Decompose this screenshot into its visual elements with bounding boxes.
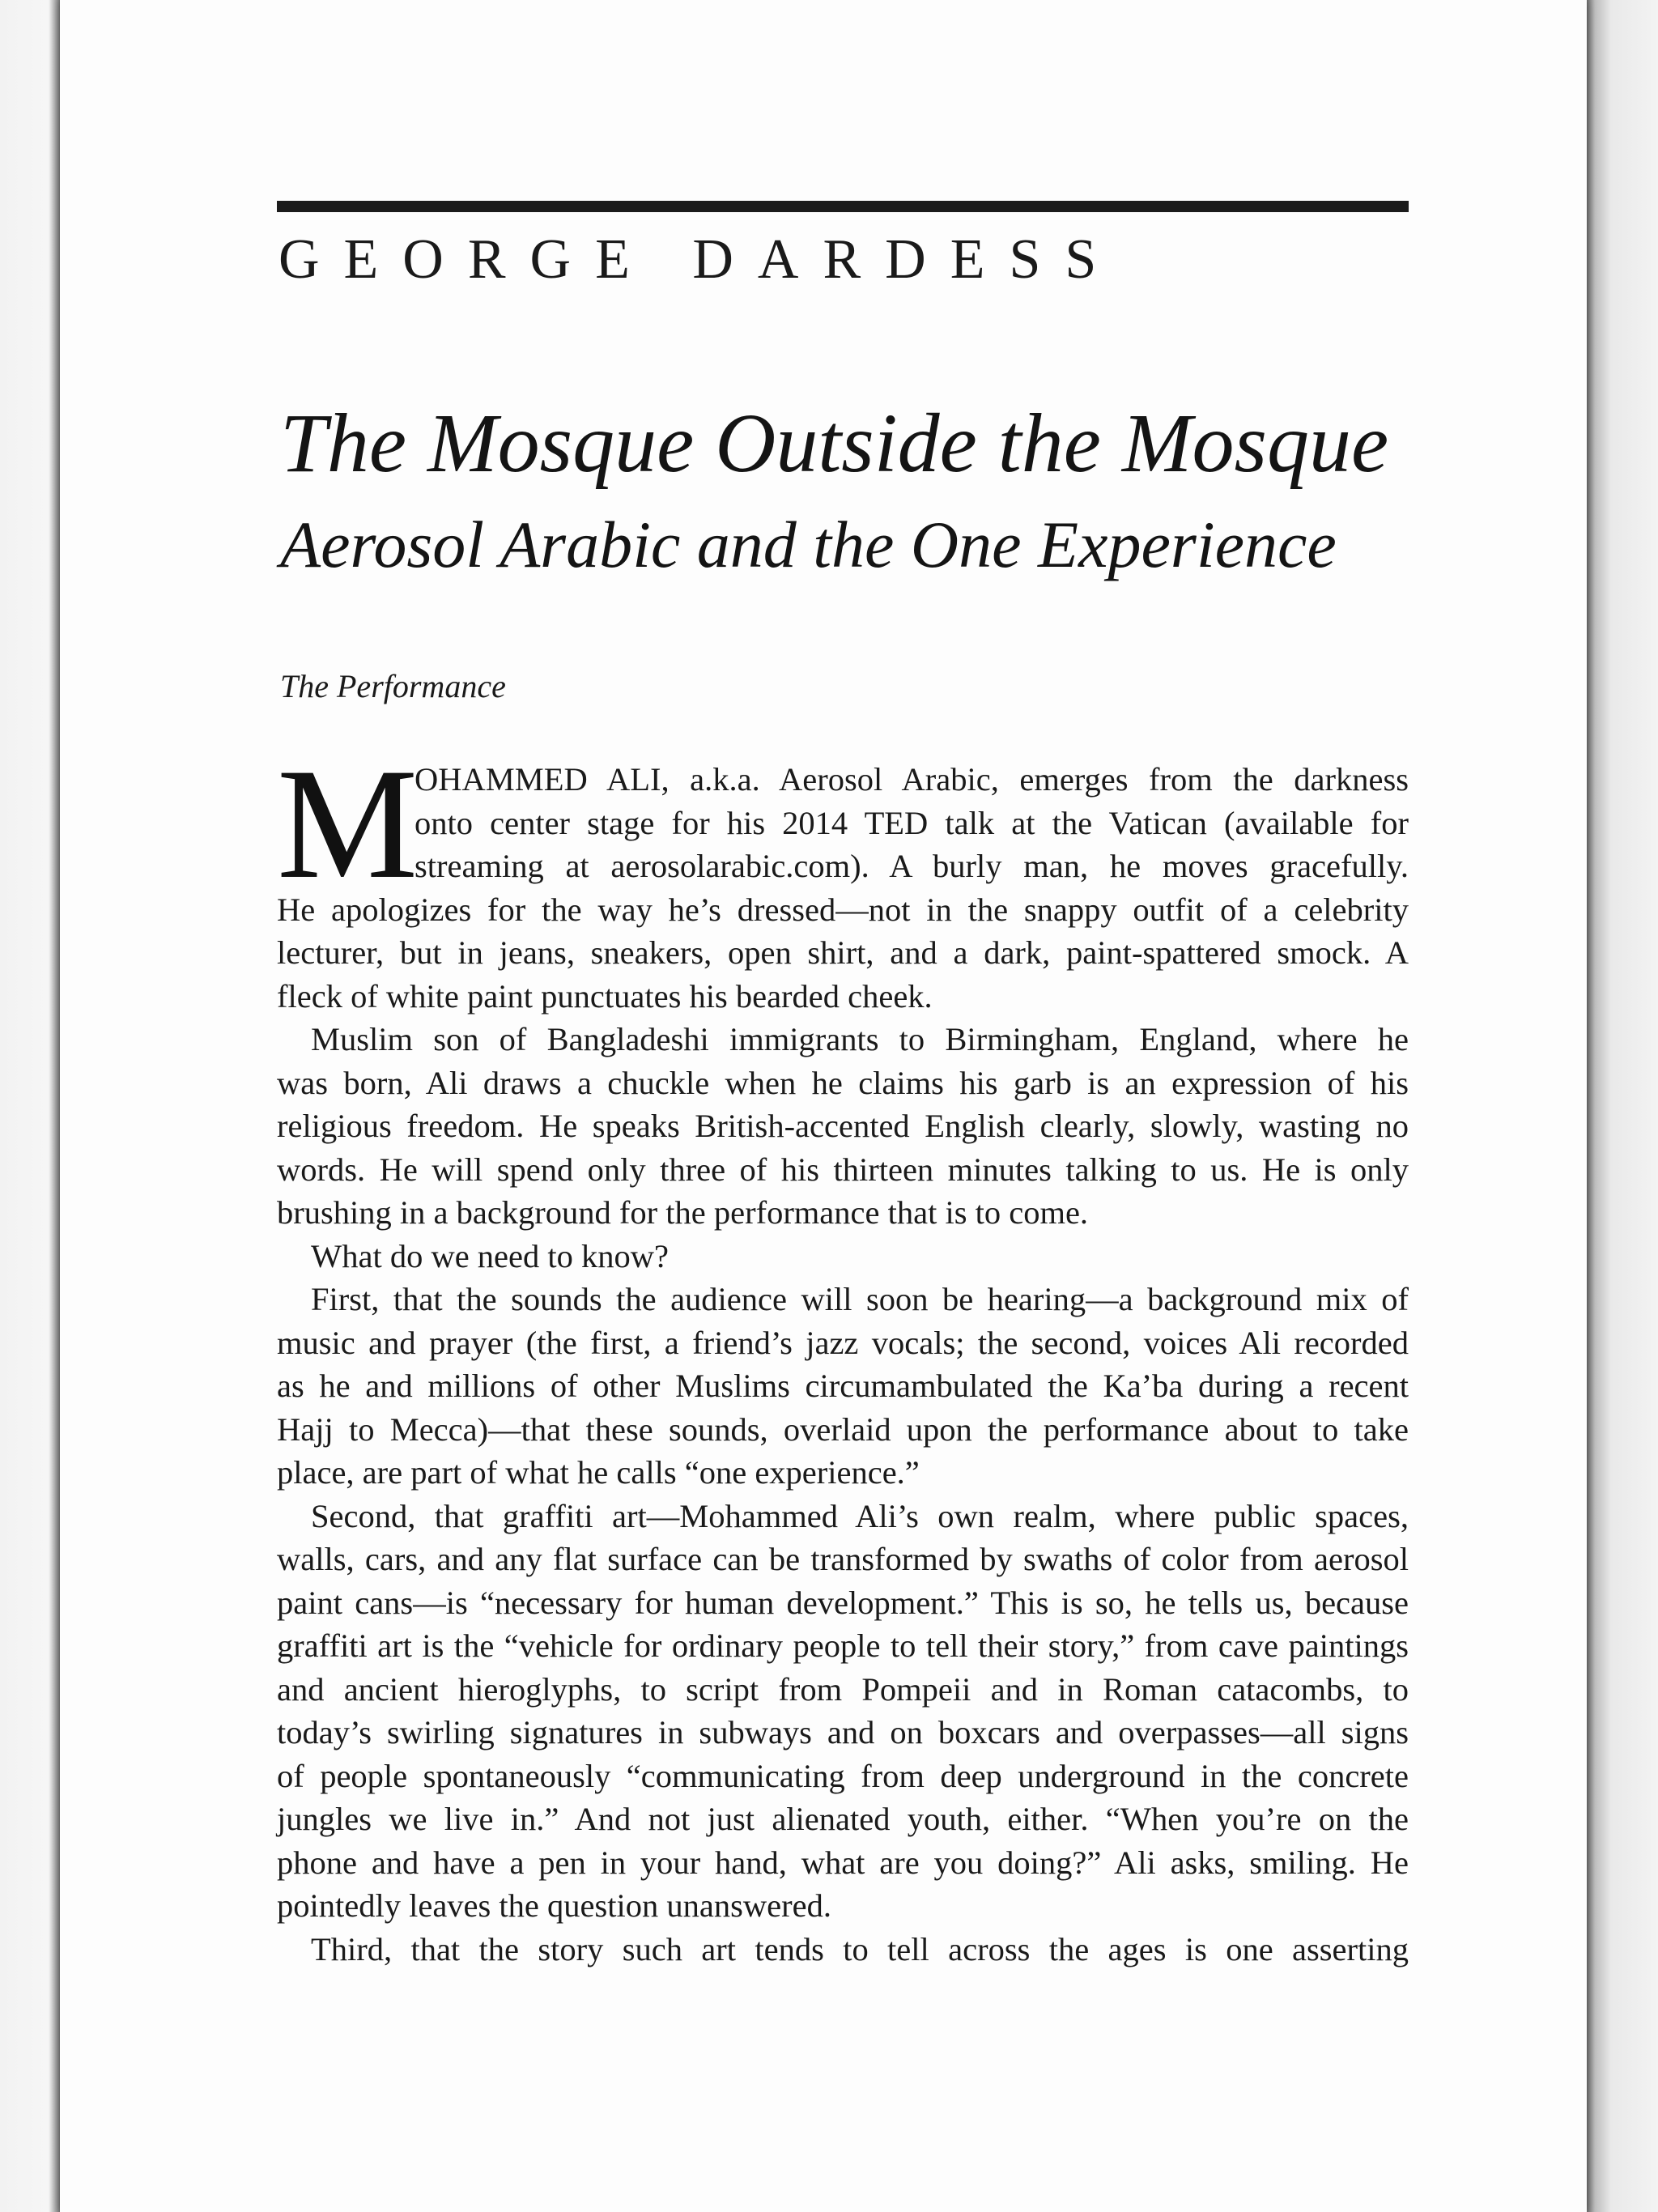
text-line: streaming at aerosolarabic.com). A burly man, he moves gracefully. bbox=[414, 848, 1409, 884]
text-line: Muslim son of Bangladeshi immigrants to Birmingham, England, where he bbox=[311, 1021, 1409, 1057]
text-line: He apologizes for the way he’s dressed—not in the snappy outfit of a celebrity bbox=[277, 891, 1409, 928]
text-line: First, that the sounds the audience will soon be hearing—a background mix of bbox=[311, 1281, 1409, 1317]
text-line: Third, that the story such art tends to tell across the ages is one asserting bbox=[311, 1930, 1409, 1967]
article-subtitle: Aerosol Arabic and the One Experience bbox=[280, 508, 1337, 581]
text-line: paint cans—is “necessary for human development.” This is so, he tells us, because bbox=[277, 1584, 1409, 1621]
text-line: as he and millions of other Muslims circumambulated the Ka’ba during a recent bbox=[277, 1368, 1409, 1404]
text-line: fleck of white paint punctuates his bearded cheek. bbox=[277, 977, 933, 1015]
text-line: words. He will spend only three of his thirteen minutes talking to us. He is only bbox=[277, 1151, 1409, 1188]
text-line: pointedly leaves the question unanswered. bbox=[277, 1887, 831, 1924]
section-heading: The Performance bbox=[280, 668, 506, 704]
text-line: Hajj to Mecca)—that these sounds, overlaid upon the performance about to take bbox=[277, 1410, 1409, 1448]
text-line: brushing in a background for the performance that is to come. bbox=[277, 1194, 1089, 1231]
body-text bbox=[277, 736, 1409, 1971]
text-line: onto center stage for his 2014 TED talk at the Vatican (available for bbox=[414, 804, 1409, 841]
article-title: The Mosque Outside the Mosque bbox=[280, 397, 1389, 490]
text-line: music and prayer (the first, a friend’s jazz vocals; the second, voices Ali recorded bbox=[277, 1324, 1409, 1361]
text-line: OHAMMED ALI, a.k.a. Aerosol Arabic, emerges from the darkness bbox=[414, 761, 1409, 798]
author-name: GEORGE DARDESS bbox=[278, 228, 1121, 291]
left-page-edge bbox=[0, 0, 60, 2212]
text-line: place, are part of what he calls “one experience.” bbox=[277, 1454, 920, 1491]
text-line: was born, Ali draws a chuckle when he claims his garb is an expression of his bbox=[277, 1064, 1409, 1101]
text-line: graffiti art is the “vehicle for ordinary people to tell their story,” from cave paintings bbox=[277, 1627, 1409, 1664]
text-line: and ancient hieroglyphs, to script from Pompeii and in Roman catacombs, to bbox=[277, 1670, 1409, 1708]
text-line: What do we need to know? bbox=[311, 1237, 669, 1274]
header-rule bbox=[277, 201, 1409, 212]
right-page-edge bbox=[1587, 0, 1658, 2212]
text-line: Second, that graffiti art—Mohammed Ali’s own realm, where public spaces, bbox=[311, 1497, 1409, 1534]
text-line: today’s swirling signatures in subways and on boxcars and overpasses—all signs bbox=[277, 1714, 1409, 1750]
text-line: jungles we live in.” And not just alienated youth, either. “When you’re on the bbox=[277, 1801, 1409, 1837]
text-line: phone and have a pen in your hand, what are you doing?” Ali asks, smiling. He bbox=[277, 1844, 1409, 1881]
drop-cap: M bbox=[277, 736, 419, 912]
text-line: religious freedom. He speaks British-accented English clearly, slowly, wasting no bbox=[277, 1108, 1409, 1144]
text-line: lecturer, but in jeans, sneakers, open shirt, and a dark, paint-spattered smock. A bbox=[277, 934, 1409, 971]
text-line: walls, cars, and any flat surface can be transformed by swaths of color from aerosol bbox=[277, 1541, 1409, 1577]
text-line: of people spontaneously “communicating from deep underground in the concrete bbox=[277, 1757, 1409, 1794]
